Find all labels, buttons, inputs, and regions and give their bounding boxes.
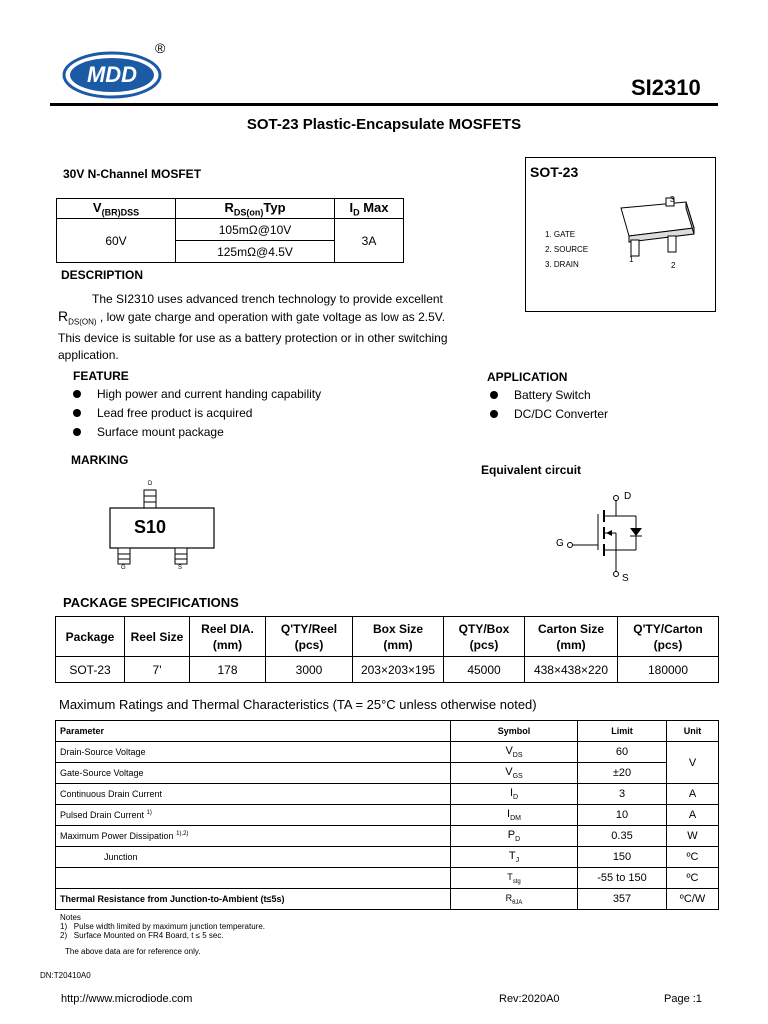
mr-symbol: $P_D$: [451, 826, 578, 847]
key-spec-table: [56, 198, 404, 263]
marking-pin-s: S: [178, 565, 183, 571]
marking-diagram: [100, 480, 220, 575]
mr-unit: W: [667, 826, 719, 847]
page-title: SOT-23 Plastic-Encapsulate MOSFETS: [246, 116, 522, 133]
pkg-header: Q'TY/Carton (pcs): [618, 617, 719, 657]
pin3-number: 3: [670, 195, 675, 204]
description-line-2: $R_{DS(ON)}$ , low gate charge and operation with gate voltage as low as 2.5V.: [58, 308, 446, 327]
mr-parameter: Thermal Resistance from Junction-to-Ambient (t≤5s): [56, 889, 451, 910]
mr-unit: ºC: [667, 868, 719, 889]
feature-item: Lead free product is acquired: [70, 404, 321, 423]
mr-limit: -55 to 150: [578, 868, 667, 889]
mr-symbol: $T_J$: [451, 847, 578, 868]
feature-heading: FEATURE: [73, 369, 129, 383]
description-text: [58, 291, 502, 364]
pin1-label: 1. GATE: [545, 230, 576, 239]
header-rule: [50, 103, 718, 106]
mosfet-symbol-icon: [550, 488, 650, 588]
mr-symbol: $V_{GS}$: [451, 763, 578, 784]
mr-parameter: [56, 868, 451, 889]
mr-header-symbol: Symbol: [451, 721, 578, 742]
mr-parameter: Drain-Source Voltage: [56, 742, 451, 763]
notes-block: [60, 913, 460, 956]
brand-logo: [62, 50, 162, 100]
feature-list: [70, 385, 321, 442]
mr-limit: ±20: [578, 763, 667, 784]
mr-limit: 10: [578, 805, 667, 826]
mr-symbol: $T_{stg}$: [451, 868, 578, 889]
pin2-number: 2: [671, 261, 676, 270]
description-line-4: application.: [58, 348, 119, 363]
package-box-title: SOT-23: [530, 164, 579, 180]
pkg-cell: 203×203×195: [353, 657, 444, 683]
mr-limit: 150: [578, 847, 667, 868]
part-number: SI2310: [631, 75, 701, 100]
mr-limit: 60: [578, 742, 667, 763]
pin2-label: 2. SOURCE: [545, 245, 589, 254]
mr-unit: ºC/W: [667, 889, 719, 910]
pkg-header: Reel DIA. (mm): [190, 617, 266, 657]
circuit-label-s: S: [622, 573, 629, 584]
circuit-label-g: G: [556, 538, 564, 549]
mr-parameter: Pulsed Drain Current $^{1)}$: [56, 805, 451, 826]
vbr-header: $V_{(BR)DSS}$: [57, 199, 176, 219]
description-heading: DESCRIPTION: [61, 268, 144, 282]
vbr-value: 60V: [57, 219, 176, 263]
note-1: 1) Pulse width limited by maximum junction temperature.: [60, 922, 265, 931]
mr-header-parameter: Parameter: [56, 721, 451, 742]
package-outline-box: [525, 157, 716, 312]
marking-pin-g: G: [121, 565, 126, 571]
reference-note: The above data are for reference only.: [65, 947, 201, 956]
pkg-cell: 180000: [618, 657, 719, 683]
marking-heading: MARKING: [71, 453, 129, 467]
application-list: [487, 386, 608, 424]
document-number: DN:T20410A0: [40, 971, 91, 980]
mr-parameter: Gate-Source Voltage: [56, 763, 451, 784]
mr-limit: 3: [578, 784, 667, 805]
mr-unit: ºC: [667, 847, 719, 868]
footer-revision: Rev:2020A0: [499, 993, 560, 1005]
mr-header-limit: Limit: [578, 721, 667, 742]
rds-value-1: 105mΩ@10V: [176, 219, 335, 241]
mr-unit: A: [667, 805, 719, 826]
mr-symbol: $R_{\theta JA}$: [451, 889, 578, 910]
mr-parameter: Junction: [56, 847, 451, 868]
application-item: DC/DC Converter: [487, 405, 608, 424]
package-specs-table: [55, 616, 719, 683]
equivalent-circuit-heading: Equivalent circuit: [481, 463, 582, 477]
package-specs-heading: PACKAGE SPECIFICATIONS: [63, 595, 239, 610]
pkg-cell: 3000: [266, 657, 353, 683]
pkg-cell: 438×438×220: [525, 657, 618, 683]
pkg-header: QTY/Box (pcs): [444, 617, 525, 657]
id-value: 3A: [335, 219, 404, 263]
pkg-header: Box Size (mm): [353, 617, 444, 657]
footer-page: Page :1: [664, 993, 702, 1005]
footer-url[interactable]: http://www.microdiode.com: [61, 993, 193, 1005]
application-heading: APPLICATION: [487, 370, 568, 384]
pin3-label: 3. DRAIN: [545, 260, 579, 269]
mr-unit: A: [667, 784, 719, 805]
mr-header-unit: Unit: [667, 721, 719, 742]
mr-unit: V: [667, 742, 719, 784]
pkg-cell: 7': [125, 657, 190, 683]
rds-header: $R_{DS(on)}Typ$: [176, 199, 335, 219]
marking-code: S10: [134, 517, 167, 537]
mr-limit: 0.35: [578, 826, 667, 847]
id-header: $I_D$ Max: [335, 199, 404, 219]
logo-text: MDD: [86, 62, 138, 87]
pkg-cell: 45000: [444, 657, 525, 683]
mr-symbol: $I_D$: [451, 784, 578, 805]
max-ratings-heading: Maximum Ratings and Thermal Characteristics (TA = 25°C unless otherwise noted): [59, 697, 537, 712]
circuit-label-d: D: [624, 491, 632, 502]
description-line-1: The SI2310 uses advanced trench technology to provide excellent: [92, 292, 443, 306]
rds-value-2: 125mΩ@4.5V: [176, 241, 335, 263]
pkg-header: Q'TY/Reel (pcs): [266, 617, 353, 657]
registered-mark: ®: [155, 40, 166, 56]
mdd-logo-graphic: [62, 50, 162, 100]
equivalent-circuit-diagram: [550, 488, 650, 588]
feature-item: Surface mount package: [70, 423, 321, 442]
description-line-3: This device is suitable for use as a battery protection or in other switching: [58, 331, 448, 346]
mr-parameter: Maximum Power Dissipation $^{1),2)}$: [56, 826, 451, 847]
mr-symbol: $V_{DS}$: [451, 742, 578, 763]
mr-parameter: Continuous Drain Current: [56, 784, 451, 805]
pkg-cell: SOT-23: [56, 657, 125, 683]
mr-limit: 357: [578, 889, 667, 910]
subtitle: 30V N-Channel MOSFET: [63, 167, 202, 181]
notes-heading: Notes: [60, 913, 81, 922]
mr-symbol: $I_{DM}$: [451, 805, 578, 826]
marking-pin-d: D: [148, 481, 153, 487]
max-ratings-table: [55, 720, 719, 910]
pkg-header: Reel Size: [125, 617, 190, 657]
pkg-header: Package: [56, 617, 125, 657]
application-item: Battery Switch: [487, 386, 608, 405]
pkg-cell: 178: [190, 657, 266, 683]
pkg-header: Carton Size (mm): [525, 617, 618, 657]
feature-item: High power and current handing capability: [70, 385, 321, 404]
note-2: 2) Surface Mounted on FR4 Board, t ≤ 5 sec.: [60, 931, 224, 940]
pin1-number: 1: [629, 255, 634, 264]
